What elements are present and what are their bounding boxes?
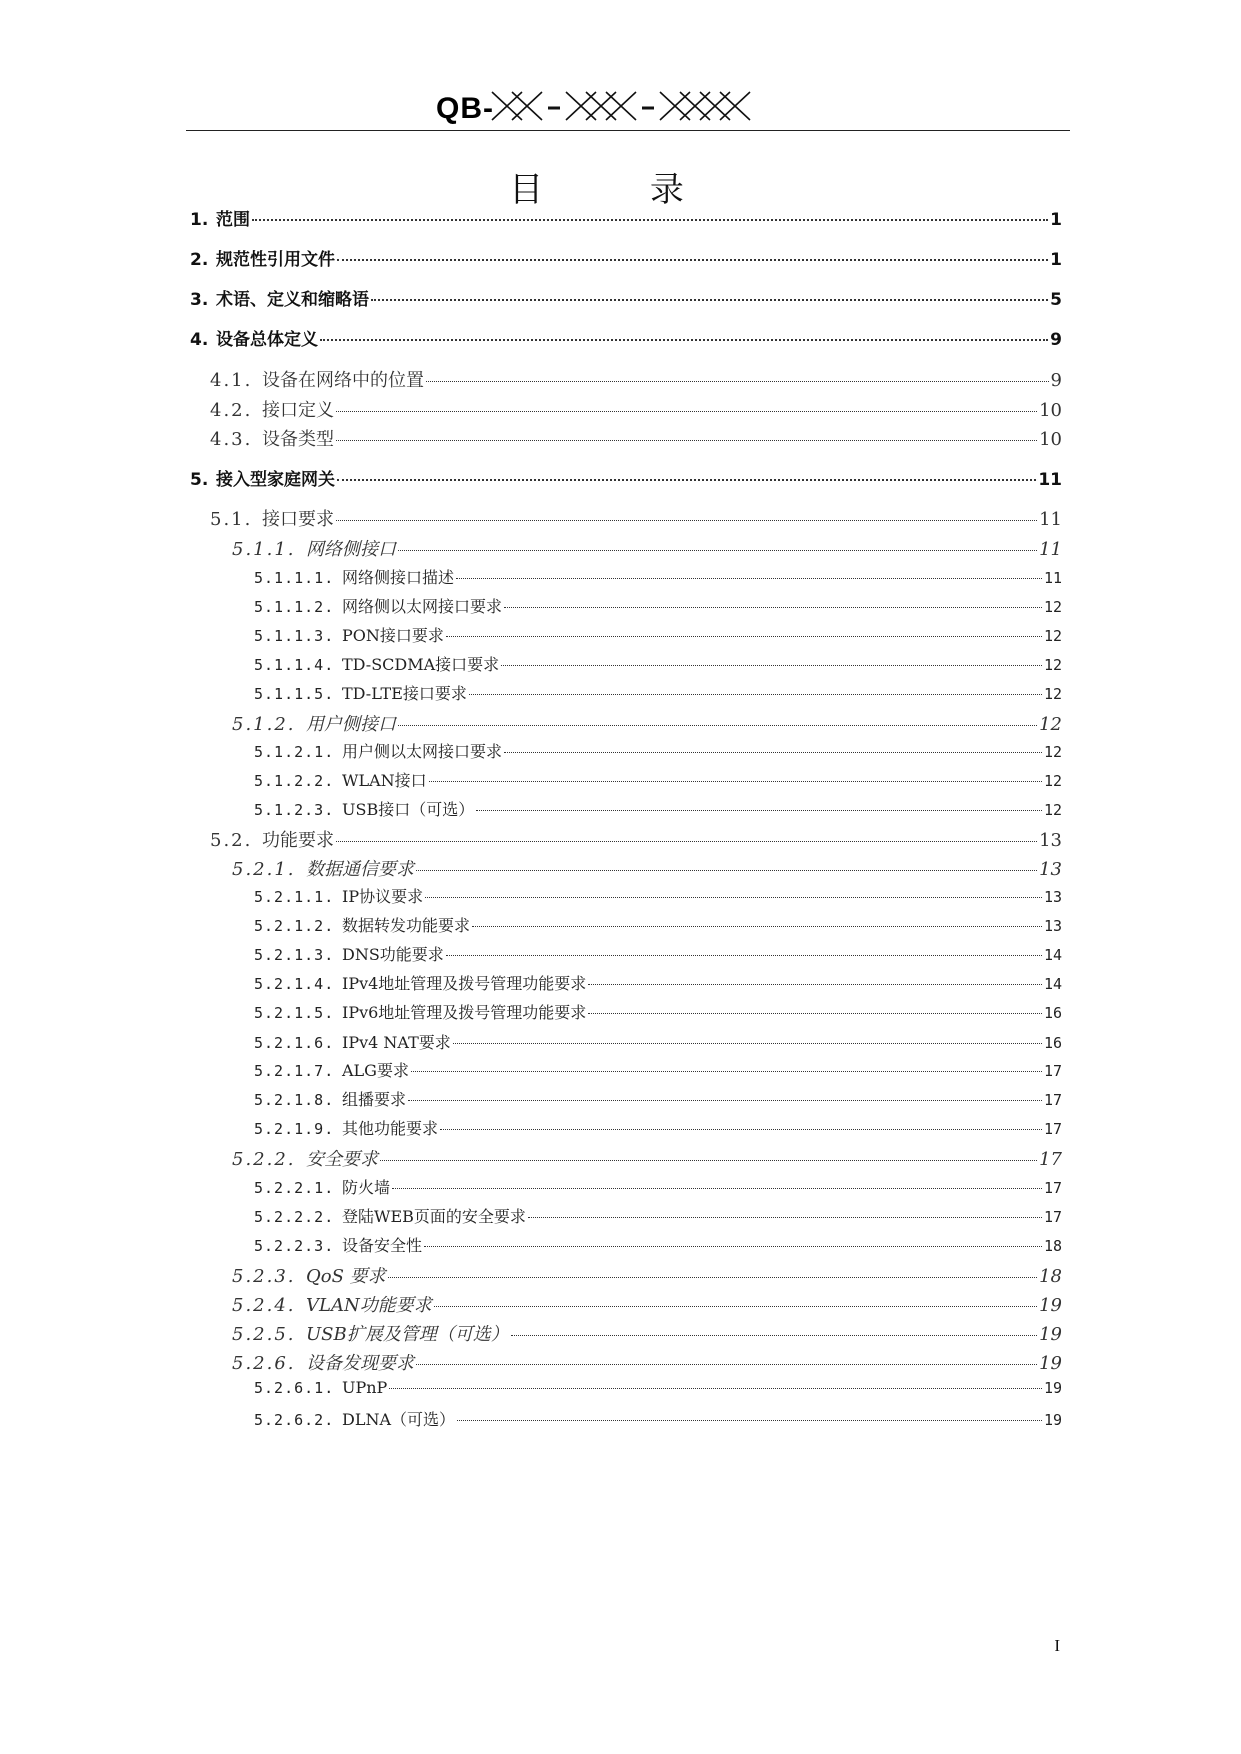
toc-entry-page: 19 bbox=[1039, 1353, 1062, 1374]
toc-entry-label: 术语、定义和缩略语 bbox=[216, 290, 369, 310]
toc-entry-page: 12 bbox=[1043, 772, 1062, 790]
toc-entry-number: 5.2.5. bbox=[232, 1324, 296, 1345]
toc-entry[interactable] bbox=[232, 1145, 1062, 1171]
toc-entry-label: UPnP bbox=[342, 1378, 388, 1397]
toc-entry[interactable] bbox=[190, 285, 1062, 310]
toc-entry[interactable] bbox=[232, 710, 1062, 736]
toc-entry-number: 5. bbox=[190, 470, 209, 490]
toc-entry[interactable] bbox=[254, 1116, 1062, 1139]
toc-entry[interactable] bbox=[254, 1000, 1062, 1023]
toc-entry-page: 14 bbox=[1043, 975, 1062, 993]
toc-entry-page: 9 bbox=[1050, 330, 1062, 350]
toc-dot-leader bbox=[457, 1420, 1042, 1421]
toc-entry-page: 10 bbox=[1039, 400, 1062, 421]
toc-dot-leader bbox=[469, 694, 1042, 695]
toc-entry-label: TD-SCDMA接口要求 bbox=[342, 655, 500, 674]
toc-entry-label: 登陆WEB页面的安全要求 bbox=[342, 1207, 526, 1226]
toc-entry[interactable] bbox=[254, 942, 1062, 965]
toc-dot-leader bbox=[472, 926, 1042, 927]
toc-entry-label: 设备总体定义 bbox=[216, 330, 318, 350]
toc-entry[interactable] bbox=[254, 971, 1062, 994]
toc-entry-number: 5.2.1. bbox=[232, 859, 296, 880]
toc-entry-page: 13 bbox=[1043, 917, 1062, 935]
toc-entry-label: IPv4 NAT要求 bbox=[342, 1033, 451, 1052]
toc-dot-leader bbox=[336, 841, 1037, 842]
toc-entry[interactable] bbox=[254, 1233, 1062, 1256]
toc-entry-label: 数据转发功能要求 bbox=[342, 916, 471, 935]
toc-entry-label: IPv4地址管理及拨号管理功能要求 bbox=[342, 974, 587, 993]
toc-entry-page: 17 bbox=[1043, 1091, 1062, 1109]
toc-entry-label: 功能要求 bbox=[262, 830, 334, 851]
toc-entry-page: 13 bbox=[1039, 859, 1062, 880]
toc-entry-label: VLAN功能要求 bbox=[306, 1295, 432, 1316]
toc-entry-number: 5.1.2.2. bbox=[254, 772, 335, 790]
toc-entry-label: 用户侧接口 bbox=[306, 714, 396, 735]
toc-entry-page: 17 bbox=[1043, 1179, 1062, 1197]
toc-entry-page: 11 bbox=[1039, 509, 1062, 530]
toc-entry-label: 数据通信要求 bbox=[306, 859, 414, 880]
document-code-glyphs bbox=[186, 86, 1070, 130]
toc-entry[interactable] bbox=[254, 623, 1062, 646]
toc-entry-label: USB扩展及管理（可选） bbox=[306, 1324, 509, 1345]
toc-entry[interactable] bbox=[232, 1320, 1062, 1346]
toc-entry[interactable] bbox=[254, 768, 1062, 791]
toc-entry-label: 用户侧以太网接口要求 bbox=[342, 742, 503, 761]
toc-entry-page: 13 bbox=[1039, 830, 1062, 851]
toc-entry[interactable] bbox=[254, 1175, 1062, 1198]
toc-dot-leader bbox=[337, 479, 1036, 481]
toc-entry-number: 4.1. bbox=[210, 370, 253, 391]
toc-entry-number: 5.2.1.6. bbox=[254, 1034, 335, 1052]
toc-entry-label: 设备在网络中的位置 bbox=[262, 370, 424, 391]
toc-entry-page: 14 bbox=[1043, 946, 1062, 964]
toc-entry-label: 安全要求 bbox=[306, 1149, 378, 1170]
toc-entry-label: 接口定义 bbox=[262, 400, 334, 421]
toc-entry-number: 5.1. bbox=[210, 509, 253, 530]
toc-entry-number: 5.2.1.3. bbox=[254, 946, 335, 964]
toc-entry-label: 其他功能要求 bbox=[342, 1119, 439, 1138]
toc-dot-leader bbox=[501, 665, 1042, 666]
toc-dot-leader bbox=[456, 578, 1042, 579]
toc-entry-label: 设备安全性 bbox=[342, 1236, 423, 1255]
svg-text:QB-: QB- bbox=[436, 92, 494, 125]
toc-entry[interactable] bbox=[190, 245, 1062, 270]
toc-entry-number: 5.2.4. bbox=[232, 1295, 296, 1316]
toc-dot-leader bbox=[426, 381, 1049, 382]
toc-entry-page: 19 bbox=[1039, 1324, 1062, 1345]
toc-entry-number: 2. bbox=[190, 250, 209, 270]
toc-entry-page: 19 bbox=[1043, 1411, 1062, 1429]
toc-entry-number: 5.1.1. bbox=[232, 539, 296, 560]
toc-entry[interactable] bbox=[190, 205, 1062, 230]
toc-entry[interactable] bbox=[254, 565, 1062, 588]
toc-entry-number: 5.2. bbox=[210, 830, 253, 851]
toc-entry-number: 5.2.3. bbox=[232, 1266, 296, 1287]
toc-dot-leader bbox=[511, 1335, 1037, 1336]
toc-entry-page: 9 bbox=[1050, 370, 1062, 391]
toc-dot-leader bbox=[398, 550, 1037, 551]
toc-dot-leader bbox=[371, 299, 1048, 301]
toc-entry[interactable] bbox=[232, 1262, 1062, 1288]
toc-dot-leader bbox=[476, 810, 1042, 811]
toc-entry-page: 1 bbox=[1050, 250, 1062, 270]
toc-dot-leader bbox=[337, 259, 1048, 261]
toc-dot-leader bbox=[398, 725, 1037, 726]
toc-entry[interactable] bbox=[254, 1087, 1062, 1110]
toc-entry-page: 17 bbox=[1043, 1062, 1062, 1080]
toc-dot-leader bbox=[416, 1364, 1037, 1365]
toc-entry-label: PON接口要求 bbox=[342, 626, 444, 645]
toc-entry-page: 11 bbox=[1043, 569, 1062, 587]
toc-entry-number: 5.2.6. bbox=[232, 1353, 296, 1374]
toc-entry-label: 网络侧以太网接口要求 bbox=[342, 597, 503, 616]
toc-dot-leader bbox=[588, 1013, 1042, 1014]
toc-dot-leader bbox=[392, 1188, 1042, 1189]
toc-entry[interactable] bbox=[254, 1407, 1062, 1430]
toc-entry-label: QoS 要求 bbox=[306, 1266, 386, 1287]
toc-entry-label: TD-LTE接口要求 bbox=[342, 684, 467, 703]
toc-entry-number: 4.3. bbox=[210, 429, 253, 450]
toc-entry-page: 12 bbox=[1043, 598, 1062, 616]
toc-entry-number: 5.2.1.2. bbox=[254, 917, 335, 935]
toc-dot-leader bbox=[504, 607, 1042, 608]
toc-entry-number: 3. bbox=[190, 290, 209, 310]
toc-entry-number: 5.1.2. bbox=[232, 714, 296, 735]
toc-entry-label: 接入型家庭网关 bbox=[216, 470, 335, 490]
toc-dot-leader bbox=[336, 440, 1037, 441]
page-number: I bbox=[1054, 1636, 1060, 1655]
toc-entry-page: 12 bbox=[1043, 627, 1062, 645]
toc-entry[interactable] bbox=[254, 681, 1062, 704]
toc-entry[interactable] bbox=[254, 1204, 1062, 1227]
toc-dot-leader bbox=[446, 955, 1042, 956]
toc-entry-page: 17 bbox=[1043, 1208, 1062, 1226]
toc-entry-number: 4.2. bbox=[210, 400, 253, 421]
toc-entry-number: 5.2.2.1. bbox=[254, 1179, 335, 1197]
toc-entry[interactable] bbox=[254, 1378, 1062, 1397]
toc-entry-number: 5.2.1.1. bbox=[254, 888, 335, 906]
toc-entry-label: IP协议要求 bbox=[342, 887, 424, 906]
toc-entry-page: 19 bbox=[1039, 1295, 1062, 1316]
toc-entry-number: 5.2.1.7. bbox=[254, 1062, 335, 1080]
toc-entry-number: 4. bbox=[190, 330, 209, 350]
toc-entry-number: 5.1.2.1. bbox=[254, 743, 335, 761]
toc-entry[interactable] bbox=[210, 366, 1062, 392]
toc-entry[interactable] bbox=[254, 1058, 1062, 1081]
toc-entry-number: 5.2.1.4. bbox=[254, 975, 335, 993]
toc-entry-label: 设备发现要求 bbox=[306, 1353, 414, 1374]
toc-entry-label: 范围 bbox=[216, 210, 250, 230]
toc-entry-page: 12 bbox=[1043, 685, 1062, 703]
toc-entry-number: 5.1.1.1. bbox=[254, 569, 335, 587]
toc-entry-number: 5.2.2.3. bbox=[254, 1237, 335, 1255]
toc-entry[interactable] bbox=[232, 1349, 1062, 1375]
toc-dot-leader bbox=[388, 1277, 1037, 1278]
toc-dot-leader bbox=[336, 411, 1037, 412]
toc-entry[interactable] bbox=[254, 884, 1062, 907]
toc-entry-number: 5.1.1.2. bbox=[254, 598, 335, 616]
toc-entry-label: 网络侧接口描述 bbox=[342, 568, 455, 587]
toc-entry[interactable] bbox=[254, 1030, 1062, 1053]
toc-entry[interactable] bbox=[232, 535, 1062, 561]
toc-entry-label: USB接口（可选） bbox=[342, 800, 475, 819]
toc-entry[interactable] bbox=[254, 652, 1062, 675]
toc-entry-number: 5.1.1.5. bbox=[254, 685, 335, 703]
toc-dot-leader bbox=[408, 1100, 1042, 1101]
toc-dot-leader bbox=[320, 339, 1048, 341]
toc-entry[interactable] bbox=[232, 1291, 1062, 1317]
toc-entry-page: 19 bbox=[1043, 1379, 1062, 1397]
toc-entry-number: 5.2.6.2. bbox=[254, 1411, 335, 1429]
toc-dot-leader bbox=[504, 752, 1042, 753]
toc-entry-label: 组播要求 bbox=[342, 1090, 407, 1109]
toc-entry-page: 11 bbox=[1038, 470, 1062, 490]
toc-entry-page: 17 bbox=[1039, 1149, 1062, 1170]
toc-entry-number: 5.2.2.2. bbox=[254, 1208, 335, 1226]
toc-entry[interactable] bbox=[254, 739, 1062, 762]
toc-entry[interactable] bbox=[254, 797, 1062, 820]
toc-entry[interactable] bbox=[254, 594, 1062, 617]
toc-entry-number: 5.1.2.3. bbox=[254, 801, 335, 819]
toc-entry[interactable] bbox=[210, 396, 1062, 422]
toc-dot-leader bbox=[453, 1043, 1042, 1044]
toc-dot-leader bbox=[440, 1129, 1042, 1130]
toc-entry-label: WLAN接口 bbox=[342, 771, 427, 790]
toc-entry-label: IPv6地址管理及拨号管理功能要求 bbox=[342, 1003, 587, 1022]
toc-entry-number: 5.1.1.3. bbox=[254, 627, 335, 645]
toc-entry-page: 1 bbox=[1050, 210, 1062, 230]
toc-entry-page: 18 bbox=[1043, 1237, 1062, 1255]
toc-entry-label: 接口要求 bbox=[262, 509, 334, 530]
toc-entry-number: 5.2.2. bbox=[232, 1149, 296, 1170]
toc-entry-page: 16 bbox=[1043, 1004, 1062, 1022]
toc-entry[interactable] bbox=[232, 855, 1062, 881]
toc-dot-leader bbox=[416, 870, 1037, 871]
toc-entry-label: 防火墙 bbox=[342, 1178, 391, 1197]
toc-entry-page: 12 bbox=[1043, 801, 1062, 819]
toc-entry-label: 设备类型 bbox=[262, 429, 334, 450]
toc-entry-number: 5.2.6.1. bbox=[254, 1379, 335, 1397]
toc-entry-page: 17 bbox=[1043, 1120, 1062, 1138]
toc-dot-leader bbox=[380, 1160, 1037, 1161]
toc-entry-number: 5.2.1.9. bbox=[254, 1120, 335, 1138]
toc-entry-label: 网络侧接口 bbox=[306, 539, 396, 560]
toc-entry-page: 16 bbox=[1043, 1034, 1062, 1052]
toc-entry[interactable] bbox=[210, 826, 1062, 852]
toc-entry[interactable] bbox=[254, 913, 1062, 936]
toc-dot-leader bbox=[528, 1217, 1042, 1218]
toc-entry-page: 5 bbox=[1050, 290, 1062, 310]
toc-entry-page: 10 bbox=[1039, 429, 1062, 450]
toc-dot-leader bbox=[434, 1306, 1037, 1307]
document-header bbox=[186, 84, 1070, 131]
toc-entry[interactable] bbox=[190, 465, 1062, 490]
toc-entry-page: 13 bbox=[1043, 888, 1062, 906]
toc-dot-leader bbox=[429, 781, 1042, 782]
toc-entry[interactable] bbox=[210, 425, 1062, 451]
toc-title: 目 录 bbox=[509, 170, 732, 210]
toc-entry-label: ALG要求 bbox=[342, 1061, 409, 1080]
toc-dot-leader bbox=[336, 520, 1037, 521]
toc-entry[interactable] bbox=[190, 325, 1062, 350]
toc-dot-leader bbox=[588, 984, 1042, 985]
toc-entry-page: 12 bbox=[1039, 714, 1062, 735]
toc-entry-number: 5.2.1.8. bbox=[254, 1091, 335, 1109]
toc-entry-label: 规范性引用文件 bbox=[216, 250, 335, 270]
toc-dot-leader bbox=[446, 636, 1042, 637]
toc-entry-number: 5.2.1.5. bbox=[254, 1004, 335, 1022]
toc-dot-leader bbox=[425, 897, 1042, 898]
toc-dot-leader bbox=[424, 1246, 1042, 1247]
toc-entry[interactable] bbox=[210, 505, 1062, 531]
toc-entry-page: 18 bbox=[1039, 1266, 1062, 1287]
toc-entry-page: 12 bbox=[1043, 743, 1062, 761]
toc-entry-page: 11 bbox=[1039, 539, 1062, 560]
toc-entry-label: DLNA（可选） bbox=[342, 1410, 456, 1429]
toc-dot-leader bbox=[252, 219, 1048, 221]
toc-entry-number: 1. bbox=[190, 210, 209, 230]
toc-entry-label: DNS功能要求 bbox=[342, 945, 444, 964]
toc-entry-number: 5.1.1.4. bbox=[254, 656, 335, 674]
toc-dot-leader bbox=[389, 1388, 1042, 1389]
toc-dot-leader bbox=[411, 1071, 1042, 1072]
toc-entry-page: 12 bbox=[1043, 656, 1062, 674]
